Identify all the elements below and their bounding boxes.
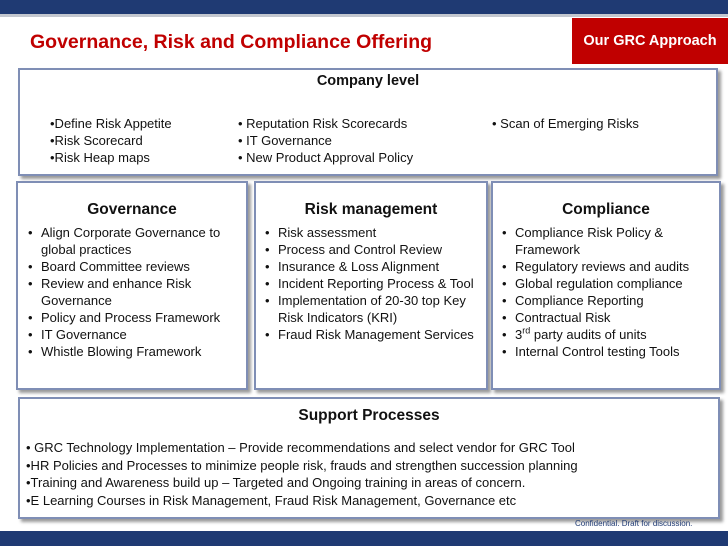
support-processes-heading: Support Processes	[298, 407, 440, 424]
list-item: •Define Risk Appetite	[50, 116, 172, 131]
list-item: • Insurance & Loss Alignment	[263, 258, 483, 275]
risk-management-list	[263, 224, 483, 343]
list-item: • Whistle Blowing Framework	[26, 343, 244, 360]
risk-management-heading: Risk management	[304, 201, 438, 218]
third-party-rest: party audits of units	[530, 327, 647, 342]
risk-management-box	[254, 181, 488, 390]
list-item: • Scan of Emerging Risks	[492, 116, 639, 131]
governance-list	[26, 224, 244, 360]
list-item: • GRC Technology Implementation – Provide recommendations and select vendor for GRC Tool	[26, 440, 575, 455]
list-item: •Risk Scorecard	[50, 133, 143, 148]
list-item: • IT Governance	[238, 133, 332, 148]
list-item: • Implementation of 20-30 top Key Risk Indicators (KRI)	[263, 292, 483, 326]
governance-box	[16, 181, 248, 390]
list-item: • Policy and Process Framework	[26, 309, 244, 326]
bottom-banner-bar	[0, 531, 728, 546]
list-item: • IT Governance	[26, 326, 244, 343]
footer-note: Confidential. Draft for discussion.	[575, 519, 693, 528]
support-processes-box	[18, 397, 720, 519]
third-party-superscript: rd	[522, 325, 531, 336]
list-item: • Review and enhance Risk Governance	[26, 275, 244, 309]
list-item: • Compliance Risk Policy & Framework	[500, 224, 718, 258]
company-level-heading: Company level	[316, 73, 420, 89]
list-item: •E Learning Courses in Risk Management, Fraud Risk Management, Governance etc	[26, 492, 517, 508]
list-item: • Contractual Risk	[500, 309, 718, 326]
support-processes-list	[26, 439, 578, 509]
list-item: • Internal Control testing Tools	[500, 343, 718, 360]
company-col-3	[492, 115, 639, 132]
list-item: • Reputation Risk Scorecards	[238, 116, 408, 131]
company-col-2	[238, 115, 413, 166]
compliance-heading: Compliance	[562, 201, 650, 218]
list-item: • Compliance Reporting	[500, 292, 718, 309]
list-item: • Align Corporate Governance to global practices	[26, 224, 244, 258]
list-item: •HR Policies and Processes to minimize people risk, frauds and strengthen succession planning	[26, 457, 578, 473]
compliance-box	[491, 181, 721, 390]
third-party-prefix: 3	[515, 327, 523, 342]
list-item: •Risk Heap maps	[50, 150, 150, 165]
list-item: • Regulatory reviews and audits	[500, 258, 718, 275]
governance-heading: Governance	[87, 201, 177, 218]
company-col-1	[50, 115, 172, 166]
list-item: • Risk assessment	[263, 224, 483, 241]
compliance-list	[500, 224, 718, 360]
company-level-box	[18, 68, 718, 176]
slide-title: Governance, Risk and Compliance Offering	[30, 31, 433, 53]
list-item: • Fraud Risk Management Services	[263, 326, 483, 343]
list-item: • Incident Reporting Process & Tool	[263, 275, 483, 292]
list-item: • Global regulation compliance	[500, 275, 718, 292]
top-banner-stripe	[0, 14, 728, 17]
list-item: • New Product Approval Policy	[238, 150, 414, 165]
list-item	[500, 326, 718, 343]
list-item: • Board Committee reviews	[26, 258, 244, 275]
top-banner-bar	[0, 0, 728, 14]
grc-approach-tab: Our GRC Approach	[572, 18, 728, 64]
list-item: • Process and Control Review	[263, 241, 483, 258]
list-item: •Training and Awareness build up – Targeted and Ongoing training in areas of concern.	[26, 475, 526, 490]
